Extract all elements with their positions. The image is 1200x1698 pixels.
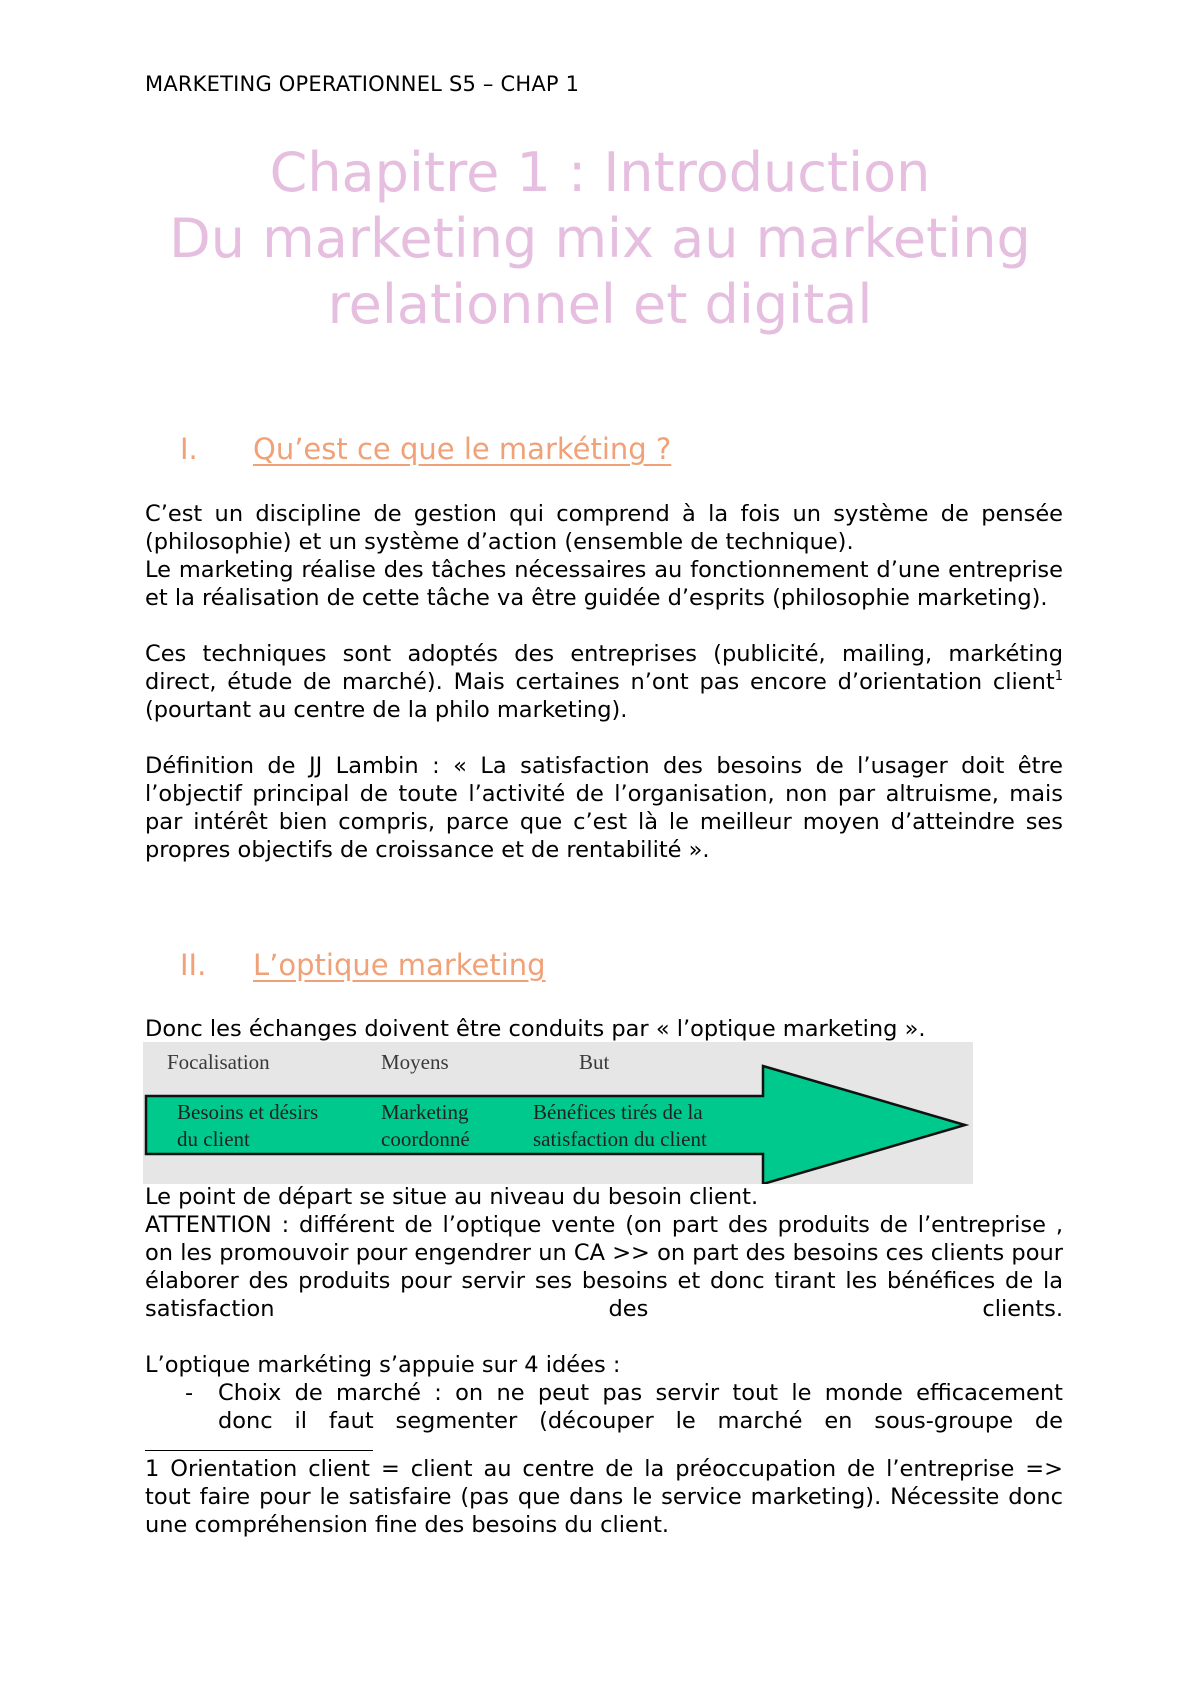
diagram-cell-besoins xyxy=(177,1099,318,1153)
section-1-number: I. xyxy=(180,432,198,466)
section-1-paragraph-2: Le marketing réalise des tâches nécessaires au fonctionnement d’une entreprise et la réalisation de cette tâche va être guidée d’esprits (philosophie marketing). xyxy=(145,557,1063,611)
list-item xyxy=(145,1379,1063,1435)
diagram-cell-besoins-line-2: du client xyxy=(177,1127,250,1151)
section-2-intro-text: Donc les échanges doivent être conduits par « l’optique marketing ». xyxy=(145,1016,926,1042)
diagram-cell-benefices-line-1: Bénéfices tirés de la xyxy=(533,1100,703,1124)
diagram-cell-benefices xyxy=(533,1099,707,1153)
attention-paragraph: ATTENTION : différent de l’optique vente (on part des produits de l’entreprise , on les promouvoir pour engendrer un CA >> on part des besoins ces clients pour élaborer des produits pour servir ses besoins et donc tirant les bénéfices de la satisfaction des clients. xyxy=(145,1212,1063,1322)
section-2-title: L’optique marketing xyxy=(253,948,546,982)
section-2-body xyxy=(145,1183,1063,1379)
diagram-header-but: But xyxy=(579,1050,610,1074)
footnote-number: 1 xyxy=(145,1456,160,1482)
section-1-body xyxy=(145,500,1063,864)
section-1-paragraph-1: C’est un discipline de gestion qui comprend à la fois un système de pensée (philosophie) et un système d’action (ensemble de technique). xyxy=(145,501,1063,555)
diagram-header-focalisation: Focalisation xyxy=(167,1050,270,1074)
chapter-title xyxy=(100,140,1100,338)
list-item-line-2: donc il faut segmenter (découper le marché en sous-groupe de xyxy=(218,1408,1063,1434)
footnote-reference[interactable]: 1 xyxy=(1054,669,1063,684)
footnote-text xyxy=(145,1455,1063,1539)
page-header: MARKETING OPERATIONNEL S5 – CHAP 1 xyxy=(145,72,580,96)
chapter-title-line-3: relationnel et digital xyxy=(327,273,873,336)
section-2-paragraph-1: Le point de départ se situe au niveau du besoin client. xyxy=(145,1184,759,1210)
list-bullet: - xyxy=(185,1380,194,1406)
section-2-intro xyxy=(145,1015,1063,1043)
lambin-definition: Définition de JJ Lambin : « La satisfaction des besoins de l’usager doit être l’objectif principal de toute l’activité de l’organisation, non par altruisme, mais par intérêt bien compris, parce que c’est là le meilleur moyen d’atteindre ses propres objectifs de croissance et de rentabilité ». xyxy=(145,753,1063,863)
section-1-paragraph-3-end: (pourtant au centre de la philo marketing). xyxy=(145,697,628,723)
diagram-cell-marketing-line-2: coordonné xyxy=(381,1127,470,1151)
diagram-header-moyens: Moyens xyxy=(381,1050,449,1074)
section-1-paragraph-3 xyxy=(145,640,1063,724)
footnote xyxy=(145,1455,1063,1539)
section-1-paragraph-3-start: Ces techniques sont adoptés des entreprises (publicité, mailing, markéting direct, étude de marché). Mais certaines n’ont pas encore d’orientation client xyxy=(145,641,1063,695)
section-1-heading xyxy=(180,432,671,466)
section-2-paragraph-3: L’optique markéting s’appuie sur 4 idées : xyxy=(145,1352,621,1378)
diagram-cell-besoins-line-1: Besoins et désirs xyxy=(177,1100,319,1124)
diagram-cell-benefices-line-2: satisfaction du client xyxy=(533,1127,707,1151)
chapter-title-line-1: Chapitre 1 : Introduction xyxy=(269,141,931,204)
chapter-title-line-2: Du marketing mix au marketing xyxy=(169,207,1031,270)
section-1-title: Qu’est ce que le markéting ? xyxy=(253,432,672,466)
marketing-optique-diagram xyxy=(143,1042,973,1184)
section-2-heading xyxy=(180,948,546,982)
footnote-body: Orientation client = client au centre de la préoccupation de l’entreprise => tout faire pour le satisfaire (pas que dans le service marketing). Nécessite donc une compréhension fine des besoins du client. xyxy=(145,1456,1063,1538)
diagram-cell-marketing xyxy=(381,1099,470,1153)
section-2-number: II. xyxy=(180,948,207,982)
diagram-cell-marketing-line-1: Marketing xyxy=(381,1100,469,1124)
list-item-line-1: Choix de marché : on ne peut pas servir tout le monde efficacement xyxy=(218,1380,1063,1406)
footnote-separator xyxy=(145,1450,373,1451)
